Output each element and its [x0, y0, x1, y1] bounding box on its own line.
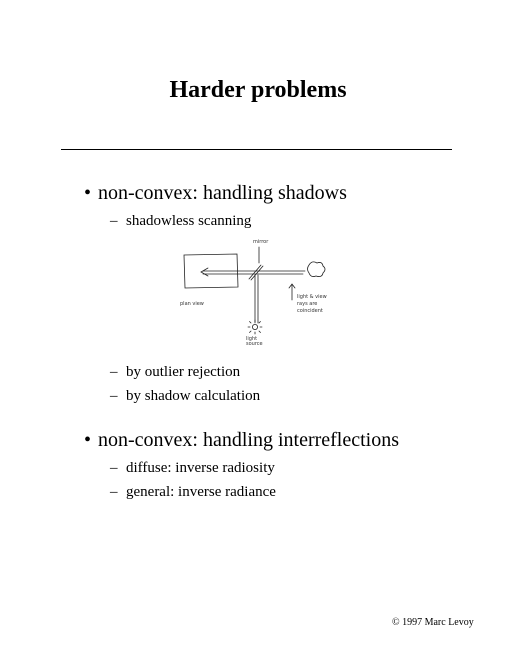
subitem-text: general: inverse radiance [126, 484, 276, 500]
subitem-inverse-radiance [110, 483, 276, 501]
subitem-shadow-calculation [110, 387, 260, 405]
title-divider [61, 149, 452, 150]
mirror-label: mirror [253, 239, 269, 245]
dash-glyph: – [110, 460, 118, 476]
coincident-arrow [289, 284, 295, 300]
bullet-shadows [84, 181, 347, 205]
light-view-label-3: coincident [297, 308, 323, 314]
plan-view-label: plan view [180, 301, 204, 307]
bullet-text: non-convex: handling interreflections [98, 429, 400, 451]
dash-glyph: – [110, 484, 118, 500]
slide-title: Harder problems [169, 77, 347, 103]
subitem-inverse-radiosity [110, 459, 275, 477]
subitem-shadowless-scanning [110, 212, 251, 230]
light-view-label: light & view [297, 294, 327, 300]
shadowless-scanning-sketch [175, 235, 340, 345]
bullet-interreflections [84, 428, 399, 452]
subitem-text: diffuse: inverse radiosity [126, 460, 275, 476]
bullet-text: non-convex: handling shadows [98, 182, 347, 204]
source-label-2: source [246, 341, 263, 345]
dash-glyph: – [110, 364, 118, 380]
scanned-object [308, 262, 326, 277]
copyright-notice: © 1997 Marc Levoy [392, 617, 474, 628]
beam-arrowhead [201, 268, 208, 276]
subitem-text: shadowless scanning [126, 213, 252, 229]
light-view-label-2: rays are [297, 301, 318, 307]
subitem-outlier-rejection [110, 363, 240, 381]
light-source-sun [252, 324, 257, 329]
source-label: light [246, 336, 258, 342]
subitem-text: by outlier rejection [126, 364, 241, 380]
dash-glyph: – [110, 388, 118, 404]
dash-glyph: – [110, 213, 118, 229]
subitem-text: by shadow calculation [126, 388, 261, 404]
bullet-glyph: • [84, 429, 92, 451]
bullet-glyph: • [84, 182, 92, 204]
